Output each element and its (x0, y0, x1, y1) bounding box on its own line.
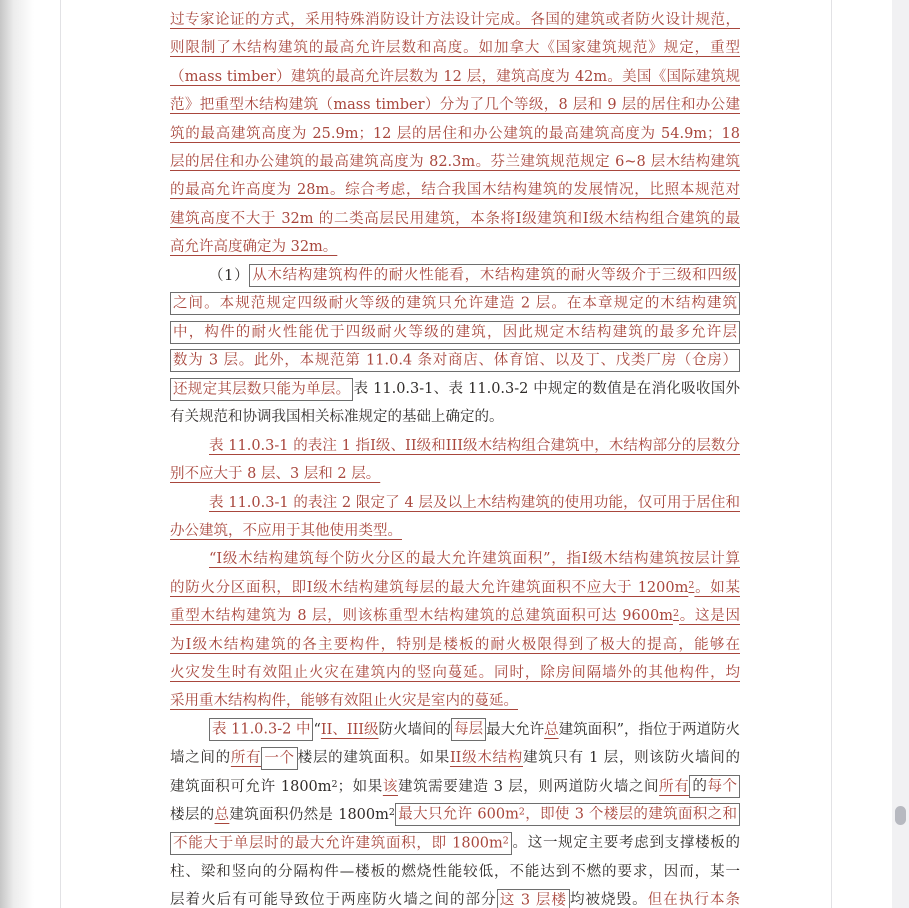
revision-box (209, 718, 313, 741)
text-span: 但在执行本条 (647, 892, 741, 908)
text-span: 则限制了木结构建筑的最高允许层数和高度。如加拿大《国家建筑规范》规定，重型 (170, 40, 740, 57)
text-span: 为I级木结构建筑的各主要构件，特别是楼板的耐火极限得到了极大的提高，能够在 (170, 636, 740, 653)
text-span: 采用重木结构构件，能够有效阻止火灾是室内的蔓延。 (170, 693, 518, 710)
text-span: 2 (672, 608, 679, 620)
text-span: 从木结构建筑构件的耐火性能看，木结构建筑的耐火等级介于三级和四级 (252, 267, 737, 284)
page-shadow-left (0, 0, 34, 908)
text-span: 所有 (230, 750, 262, 767)
text-span: 火灾发生时有效阻止火灾在建筑内的竖向蔓延。同时，除房间隔墙外的其他构件，均 (170, 664, 740, 681)
text-span: “I级木结构建筑每个防火分区的最大允许建筑面积”，指I级木结构建筑按层计算 (209, 551, 740, 568)
text-line (170, 631, 740, 659)
text-span: 范》把重型木结构建筑（mass timber）分为了几个等级，8 层和 9 层的居住和办公建 (170, 97, 740, 114)
text-span: 建筑面积仍然是 1800m (229, 806, 389, 823)
text-span: 2 (502, 835, 509, 847)
text-line (170, 91, 740, 119)
text-span: 均被烧毁。 (569, 892, 648, 908)
text-line (170, 602, 740, 630)
text-span: 数为 3 层。此外，本规范第 11.0.4 条对商店、体育馆、以及丁、戊类厂房（仓房） (173, 352, 737, 369)
text-span: 高允许高度确定为 32m。 (170, 239, 338, 256)
text-span: 每层 (454, 721, 484, 738)
page-edge-right (831, 0, 832, 908)
text-span: 楼层的建筑面积。如果 (297, 750, 450, 767)
text-span: 层着火后有可能导致位于两座防火墙之间的部分 (170, 892, 497, 908)
text-span: 防火墙间的 (378, 721, 452, 738)
text-line (170, 318, 740, 346)
text-line (170, 716, 740, 744)
text-line (170, 829, 740, 857)
text-span: 表 11.0.3-1 的表注 2 限定了 4 层及以上木结构建筑的使用功能，仅可用于居住和 (209, 494, 740, 511)
text-line (170, 233, 740, 261)
text-span: 一个 (264, 750, 295, 767)
text-span: 2 (518, 806, 525, 818)
text-span: II、III级 (320, 721, 379, 738)
text-line (170, 744, 740, 772)
text-span: （1） (209, 267, 250, 284)
text-span: 墙之间的 (170, 750, 231, 767)
text-span: 表 11.0.3-1、表 11.0.3-2 中规定的数值是在消化吸收国外 (353, 381, 741, 398)
revision-box (170, 292, 740, 315)
text-span: 有关规范和协调我国相关标准规定的基础上确定的。 (170, 409, 504, 426)
text-line (170, 34, 740, 62)
text-span: 该 (382, 778, 398, 795)
revision-box (170, 321, 740, 344)
text-line (170, 574, 740, 602)
revision-box (170, 832, 512, 855)
document-page-text (170, 6, 740, 908)
text-span: （mass timber）建筑的最高允许层数为 12 层，建筑高度为 42m。美国《国际建筑规 (170, 68, 740, 85)
text-line (170, 6, 740, 34)
text-line (170, 858, 740, 886)
text-line (170, 347, 740, 375)
text-span: 建筑需要建造 3 层，则两道防火墙之间 (397, 778, 660, 795)
text-span: 总 (214, 806, 230, 823)
text-line (170, 262, 740, 290)
text-span: ；如果 (337, 778, 383, 795)
text-span: 别不应大于 8 层、3 层和 2 层。 (170, 466, 381, 483)
text-span: 的最高允许高度为 28m。综合考虑，结合我国木结构建筑的发展情况，比照本规范对 (170, 182, 740, 199)
scrollbar-track[interactable] (892, 0, 909, 908)
text-span: 办公建筑，不应用于其他使用类型。 (170, 523, 402, 540)
text-span: 每个 (707, 778, 738, 795)
text-line (170, 886, 740, 908)
text-line (170, 773, 740, 801)
text-span: 。如某 (694, 579, 740, 596)
text-span: 。这是因 (679, 608, 740, 625)
revision-box (170, 349, 740, 372)
revision-box (249, 264, 740, 287)
text-span: 过专家论证的方式，采用特殊消防设计方法设计完成。各国的建筑或者防火设计规范， (170, 12, 740, 28)
text-span: 建筑面积”，指位于两道防火 (558, 721, 741, 738)
text-span: II级木结构 (449, 750, 523, 767)
text-line (170, 63, 740, 91)
text-span: 这 3 层楼 (499, 892, 567, 908)
text-span: 筑的最高建筑高度为 25.9m；12 层的居住和办公建筑的最高建筑高度为 54.9m；18 (170, 125, 740, 142)
text-line (170, 659, 740, 687)
text-line (170, 176, 740, 204)
text-span: 建筑高度不大于 32m 的二类高层民用建筑，本条将I级建筑和I级木结构组合建筑的最 (170, 210, 740, 227)
text-line (170, 290, 740, 318)
text-span: 表 11.0.3-2 中 (212, 721, 311, 738)
text-span: 重型木结构建筑为 8 层，则该栋重型木结构建筑的总建筑面积可达 9600m (170, 608, 673, 625)
text-span: 。这一规定主要考虑到支撑楼板的 (511, 835, 740, 852)
text-span: 建筑只有 1 层，则该防火墙间的 (522, 750, 740, 767)
page-edge-left (60, 0, 61, 908)
text-line (170, 432, 740, 460)
text-line (170, 687, 740, 715)
revision-box (395, 803, 740, 826)
text-span: 2 (688, 579, 695, 591)
text-span: 还规定其层数只能为单层。 (173, 381, 351, 398)
revision-box (689, 775, 740, 798)
text-span: 总 (544, 721, 559, 738)
text-span: 建筑面积可允许 1800m (170, 778, 332, 795)
text-line (170, 489, 740, 517)
text-span: ，即使 3 个楼层的建筑面积之和 (524, 806, 737, 823)
revision-box (451, 718, 486, 741)
text-span: 的防火分区面积，即I级木结构建筑每层的最大允许建筑面积不应大于 1200m (170, 579, 689, 596)
text-span: 楼层的 (170, 806, 215, 823)
text-line (170, 545, 740, 573)
text-span: 2 (388, 806, 395, 818)
text-line (170, 460, 740, 488)
scrollbar-thumb[interactable] (895, 806, 906, 825)
text-line (170, 375, 740, 403)
text-span: 所有 (659, 778, 690, 795)
text-line (170, 403, 740, 431)
text-line (170, 517, 740, 545)
revision-box (261, 747, 297, 770)
text-span: 之间。本规范规定四级耐火等级的建筑只允许建造 2 层。在本章规定的木结构建筑 (173, 295, 737, 312)
text-span: 层的居住和办公建筑的最高建筑高度为 82.3m。芬兰建筑规范规定 6~8 层木结构建筑 (170, 153, 740, 170)
text-span: 表 11.0.3-1 的表注 1 指I级、II级和III级木结构组合建筑中，木结构部分的层数分 (209, 437, 740, 454)
text-span: 的 (692, 778, 708, 795)
text-span: “ (313, 721, 321, 738)
text-span: 2 (331, 778, 338, 790)
text-span: 最大允许 (486, 721, 545, 738)
revision-box (170, 378, 353, 401)
text-line (170, 148, 740, 176)
text-line (170, 205, 740, 233)
text-span: 中，构件的耐火性能优于四级耐火等级的建筑，因此规定木结构建筑的最多允许层 (173, 324, 737, 341)
revision-box (497, 889, 570, 908)
text-span: 不能大于单层时的最大允许建筑面积，即 1800m (173, 835, 503, 852)
text-span: 最大只允许 600m (397, 806, 519, 823)
text-span: 柱、梁和竖向的分隔构件—楼板的燃烧性能较低，不能达到不燃的要求，因而，某一 (170, 863, 740, 880)
text-line (170, 801, 740, 829)
text-line (170, 120, 740, 148)
